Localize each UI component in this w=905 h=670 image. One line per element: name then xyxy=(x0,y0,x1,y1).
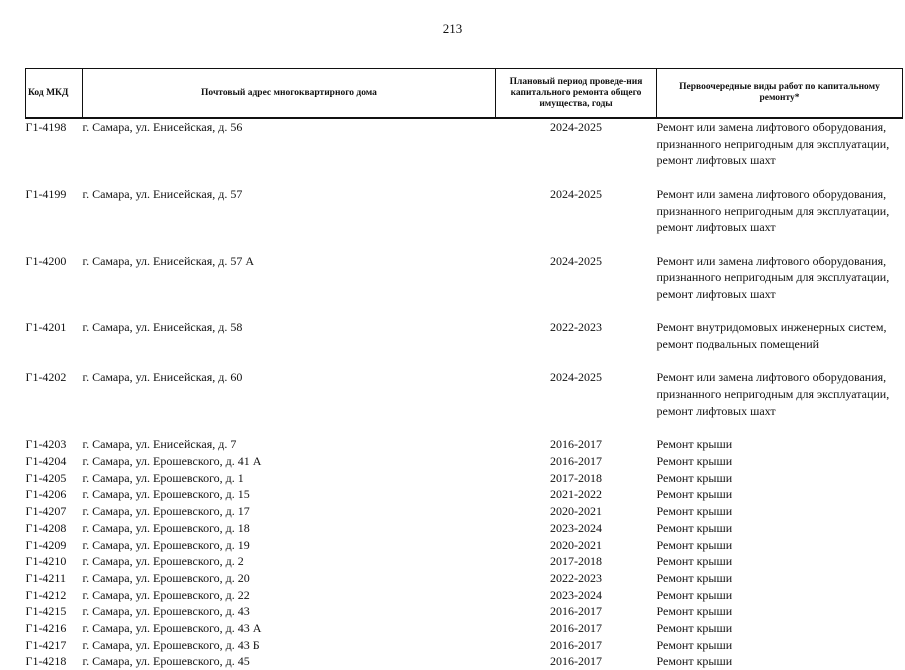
cell-address: г. Самара, ул. Ерошевского, д. 41 А xyxy=(82,453,262,468)
cell-period: 2021-2022 xyxy=(550,487,602,502)
table-row xyxy=(26,587,903,604)
work-line: Ремонт или замена лифтового оборудования, xyxy=(656,253,887,268)
table-row xyxy=(26,603,903,620)
cell-period: 2020-2021 xyxy=(550,537,602,552)
table-row xyxy=(26,453,903,470)
cell-code: Г1-4202 xyxy=(25,370,67,385)
work-line: ремонт лифтовых шахт xyxy=(656,287,776,301)
cell-works xyxy=(657,637,903,654)
cell-period: 2017-2018 xyxy=(550,470,602,485)
cell-address: г. Самара, ул. Енисейская, д. 56 xyxy=(82,120,243,134)
cell-works xyxy=(657,653,903,670)
cell-code: Г1-4215 xyxy=(25,604,67,619)
cell-code: Г1-4199 xyxy=(25,186,67,201)
table-row xyxy=(26,520,903,537)
cell-period: 2016-2017 xyxy=(550,453,602,468)
cell-code: Г1-4210 xyxy=(25,554,67,569)
cell-period: 2020-2021 xyxy=(550,504,602,519)
cell-works xyxy=(657,553,903,570)
cell-code: Г1-4211 xyxy=(25,570,66,585)
cell-period: 2016-2017 xyxy=(550,604,602,619)
cell-works xyxy=(657,253,903,303)
work-line: признанного непригодным для эксплуатации, xyxy=(656,203,890,218)
cell-works xyxy=(657,587,903,604)
row-spacer-cell xyxy=(26,303,903,320)
table-body xyxy=(26,118,903,670)
cell-period: 2016-2017 xyxy=(550,621,602,636)
row-spacer xyxy=(26,169,903,186)
row-spacer-cell xyxy=(26,169,903,186)
work-line: Ремонт крыши xyxy=(656,470,733,485)
cell-address: г. Самара, ул. Ерошевского, д. 2 xyxy=(82,554,244,569)
cell-works xyxy=(657,620,903,637)
header-works: Первоочередные виды работ по капитальному ремонту* xyxy=(657,69,903,119)
cell-period: 2016-2017 xyxy=(550,437,602,452)
cell-works xyxy=(657,486,903,503)
table-row xyxy=(26,503,903,520)
table-row xyxy=(26,553,903,570)
row-spacer xyxy=(26,303,903,320)
cell-works xyxy=(657,369,903,419)
cell-period: 2022-2023 xyxy=(550,570,602,585)
work-line: признанного непригодным для эксплуатации, xyxy=(656,387,890,402)
cell-period: 2016-2017 xyxy=(550,654,602,669)
cell-code: Г1-4205 xyxy=(25,470,67,485)
table-row xyxy=(26,570,903,587)
table-row xyxy=(26,369,903,419)
work-line: Ремонт или замена лифтового оборудования, xyxy=(656,370,887,385)
work-line: Ремонт крыши xyxy=(656,554,733,569)
cell-period: 2016-2017 xyxy=(550,637,602,652)
cell-address: г. Самара, ул. Ерошевского, д. 15 xyxy=(82,487,250,502)
header-period: Плановый период проведе-ния капитального ремонта общего имущества, годы xyxy=(496,69,657,119)
cell-address: г. Самара, ул. Ерошевского, д. 20 xyxy=(82,570,250,585)
table-header xyxy=(26,69,903,119)
table-row xyxy=(26,486,903,503)
cell-code: Г1-4216 xyxy=(25,621,67,636)
table-row xyxy=(26,637,903,654)
cell-period: 2023-2024 xyxy=(550,587,602,602)
cell-period: 2024-2025 xyxy=(550,253,602,268)
cell-works xyxy=(657,520,903,537)
work-line: Ремонт крыши xyxy=(656,570,733,585)
cell-works xyxy=(657,436,903,453)
cell-code: Г1-4209 xyxy=(25,537,67,552)
cell-code: Г1-4217 xyxy=(25,637,67,652)
cell-works xyxy=(657,453,903,470)
table-row xyxy=(26,537,903,554)
table-row xyxy=(26,186,903,236)
table-row xyxy=(26,319,903,352)
work-line: Ремонт крыши xyxy=(656,621,733,636)
cell-address: г. Самара, ул. Енисейская, д. 60 xyxy=(82,370,243,385)
work-line: ремонт лифтовых шахт xyxy=(656,153,776,168)
work-line: Ремонт или замена лифтового оборудования, xyxy=(656,120,887,134)
work-line: признанного непригодным для эксплуатации, xyxy=(656,136,890,151)
work-line: Ремонт крыши xyxy=(656,537,733,552)
header-code: Код МКД xyxy=(26,69,83,119)
cell-code: Г1-4203 xyxy=(25,437,67,452)
cell-address: г. Самара, ул. Енисейская, д. 57 xyxy=(82,186,243,201)
cell-address: г. Самара, ул. Енисейская, д. 57 А xyxy=(82,253,255,268)
header-address: Почтовый адрес многоквартирного дома xyxy=(83,69,496,119)
cell-address: г. Самара, ул. Ерошевского, д. 22 xyxy=(82,587,250,602)
cell-address: г. Самара, ул. Енисейская, д. 7 xyxy=(82,437,237,452)
cell-period: 2024-2025 xyxy=(550,186,602,201)
repair-schedule-table xyxy=(25,68,903,670)
cell-address: г. Самара, ул. Ерошевского, д. 43 Б xyxy=(82,637,260,652)
row-spacer xyxy=(26,420,903,437)
cell-period: 2022-2023 xyxy=(550,320,602,335)
table-row xyxy=(26,470,903,487)
cell-works xyxy=(657,186,903,236)
table-row xyxy=(26,653,903,670)
work-line: Ремонт крыши xyxy=(656,487,733,502)
table-row xyxy=(26,436,903,453)
cell-works xyxy=(657,118,903,169)
cell-works xyxy=(657,470,903,487)
cell-address: г. Самара, ул. Ерошевского, д. 17 xyxy=(82,504,250,519)
page-number: 213 xyxy=(442,21,463,36)
cell-code: Г1-4207 xyxy=(25,504,67,519)
row-spacer xyxy=(26,353,903,370)
cell-address: г. Самара, ул. Ерошевского, д. 19 xyxy=(82,537,250,552)
row-spacer-cell xyxy=(26,236,903,253)
cell-code: Г1-4208 xyxy=(25,520,67,535)
work-line: Ремонт крыши xyxy=(656,604,733,619)
cell-code: Г1-4201 xyxy=(25,320,67,335)
table-row xyxy=(26,118,903,169)
row-spacer xyxy=(26,236,903,253)
cell-address: г. Самара, ул. Ерошевского, д. 45 xyxy=(82,654,250,669)
cell-works xyxy=(657,537,903,554)
table-row xyxy=(26,253,903,303)
work-line: Ремонт крыши xyxy=(656,520,733,535)
row-spacer-cell xyxy=(26,420,903,437)
cell-address: г. Самара, ул. Ерошевского, д. 43 xyxy=(82,604,250,619)
cell-period: 2023-2024 xyxy=(550,520,602,535)
cell-address: г. Самара, ул. Ерошевского, д. 1 xyxy=(82,470,244,485)
cell-address: г. Самара, ул. Ерошевского, д. 18 xyxy=(82,520,250,535)
cell-address: г. Самара, ул. Енисейская, д. 58 xyxy=(82,320,243,335)
work-line: ремонт лифтовых шахт xyxy=(656,403,776,418)
work-line: ремонт подвальных помещений xyxy=(656,337,820,352)
work-line: Ремонт крыши xyxy=(656,587,733,602)
cell-works xyxy=(657,570,903,587)
cell-works xyxy=(657,603,903,620)
cell-code: Г1-4200 xyxy=(25,253,67,268)
work-line: Ремонт крыши xyxy=(656,637,733,652)
cell-code: Г1-4218 xyxy=(25,654,67,669)
cell-works xyxy=(657,319,903,352)
work-line: Ремонт крыши xyxy=(656,654,733,669)
work-line: ремонт лифтовых шахт xyxy=(656,220,776,235)
work-line: признанного непригодным для эксплуатации, xyxy=(656,270,890,285)
cell-period: 2017-2018 xyxy=(550,554,602,569)
work-line: Ремонт крыши xyxy=(656,504,733,519)
cell-works xyxy=(657,503,903,520)
cell-code: Г1-4204 xyxy=(25,453,67,468)
cell-code: Г1-4206 xyxy=(25,487,67,502)
work-line: Ремонт крыши xyxy=(656,453,733,468)
work-line: Ремонт внутридомовых инженерных систем, xyxy=(656,320,887,335)
header-row xyxy=(26,69,903,119)
cell-period: 2024-2025 xyxy=(550,370,602,385)
cell-code: Г1-4198 xyxy=(25,120,67,134)
cell-code: Г1-4212 xyxy=(25,587,67,602)
work-line: Ремонт крыши xyxy=(656,437,733,452)
row-spacer-cell xyxy=(26,353,903,370)
table-row xyxy=(26,620,903,637)
cell-period: 2024-2025 xyxy=(550,120,602,134)
work-line: Ремонт или замена лифтового оборудования, xyxy=(656,186,887,201)
cell-address: г. Самара, ул. Ерошевского, д. 43 А xyxy=(82,621,262,636)
